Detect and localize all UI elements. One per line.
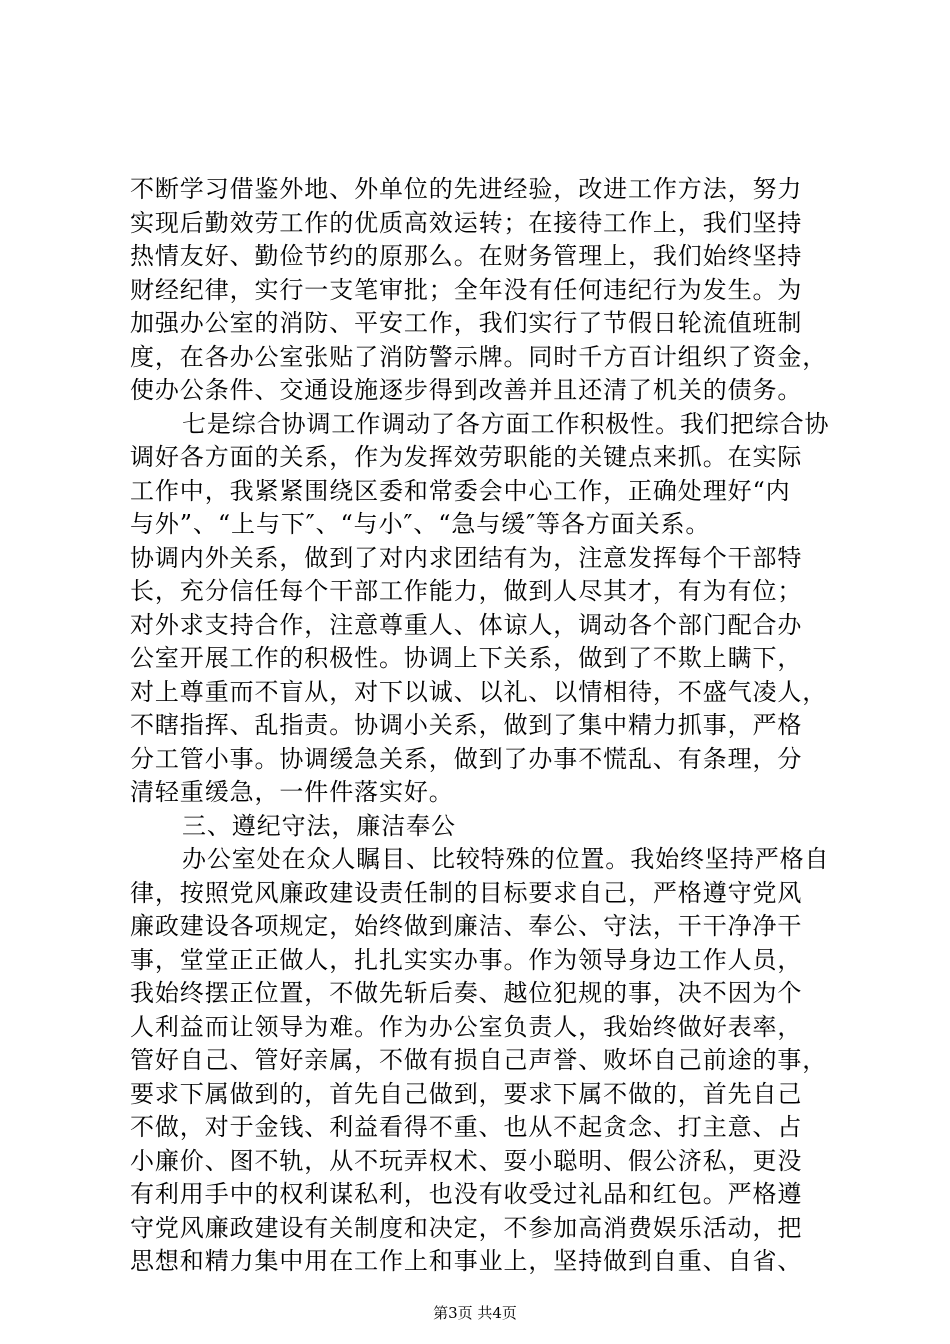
text-line: 管好自己、管好亲属，不做有损自己声誉、败坏自己前途的事， — [130, 1046, 828, 1074]
text-line: 调好各方面的关系，作为发挥效劳职能的关键点来抓。在实际 — [130, 443, 803, 471]
text-line: 人利益而让领导为难。作为办公室负责人，我始终做好表率， — [130, 1012, 803, 1041]
text-line: 要求下属做到的，首先自己做到，要求下属不做的，首先自己 — [130, 1079, 803, 1108]
text-line: 加强办公室的消防、平安工作，我们实行了节假日轮流值班制 — [130, 309, 803, 337]
text-line: 廉政建设各项规定，始终做到廉洁、奉公、守法，干干净净干 — [130, 912, 803, 940]
text-line: 与外”、“上与下″、“与小″、“急与缓″等各方面关系。 — [130, 510, 711, 538]
text-line: 公室开展工作的积极性。协调上下关系，做到了不欺上瞒下， — [130, 644, 803, 672]
text-line: 协调内外关系，做到了对内求团结有为，注意发挥每个干部特 — [130, 543, 803, 572]
text-line: 三、遵纪守法，廉洁奉公 — [182, 811, 456, 840]
text-line: 思想和精力集中用在工作上和事业上，坚持做到自重、自省、 — [130, 1247, 803, 1275]
text-line: 小廉价、图不轨，从不玩弄权术、耍小聪明、假公济私，更没 — [130, 1146, 803, 1175]
text-line: 守党风廉政建设有关制度和决定，不参加高消费娱乐活动，把 — [130, 1213, 803, 1242]
text-line: 清轻重缓急，一件件落实好。 — [130, 778, 454, 806]
text-line: 我始终摆正位置，不做先斩后奏、越位犯规的事，决不因为个 — [130, 979, 803, 1007]
text-line: 有利用手中的权利谋私利，也没有收受过礼品和红包。严格遵 — [130, 1180, 803, 1208]
text-line: 度，在各办公室张贴了消防警示牌。同时千方百计组织了资金， — [130, 342, 828, 371]
text-line: 不瞎指挥、乱指责。协调小关系，做到了集中精力抓事，严格 — [130, 711, 803, 739]
text-line: 使办公条件、交通设施逐步得到改善并且还清了机关的债务。 — [130, 376, 803, 404]
page-footer: 第3页 共4页 — [433, 1304, 517, 1322]
text-line: 工作中，我紧紧围绕区委和常委会中心工作，正确处理好“内 — [130, 476, 791, 505]
text-line: 不做，对于金钱、利益看得不重、也从不起贪念、打主意、占 — [130, 1113, 803, 1141]
text-line: 事，堂堂正正做人，扎扎实实办事。作为领导身边工作人员， — [130, 945, 803, 974]
text-line: 财经纪律，实行一支笔审批；全年没有任何违纪行为发生。为 — [130, 275, 803, 304]
text-line: 长，充分信任每个干部工作能力，做到人尽其才，有为有位； — [130, 577, 803, 605]
text-line: 对外求支持合作，注意尊重人、体谅人，调动各个部门配合办 — [130, 610, 803, 639]
document-body — [130, 173, 830, 1279]
text-line: 分工管小事。协调缓急关系，做到了办事不慌乱、有条理，分 — [130, 744, 803, 773]
text-line: 实现后勤效劳工作的优质高效运转；在接待工作上，我们坚持 — [130, 208, 803, 237]
text-line: 律，按照党风廉政建设责任制的目标要求自己，严格遵守党风 — [130, 878, 803, 907]
text-line: 对上尊重而不盲从，对下以诚、以礼、以情相待，不盛气凌人， — [130, 677, 828, 706]
text-line: 办公室处在众人瞩目、比较特殊的位置。我始终坚持严格自 — [182, 845, 830, 873]
text-line: 不断学习借鉴外地、外单位的先进经验，改进工作方法，努力 — [130, 175, 803, 203]
text-line: 热情友好、勤俭节约的原那么。在财务管理上，我们始终坚持 — [130, 242, 803, 270]
text-line: 七是综合协调工作调动了各方面工作积极性。我们把综合协 — [182, 409, 830, 438]
